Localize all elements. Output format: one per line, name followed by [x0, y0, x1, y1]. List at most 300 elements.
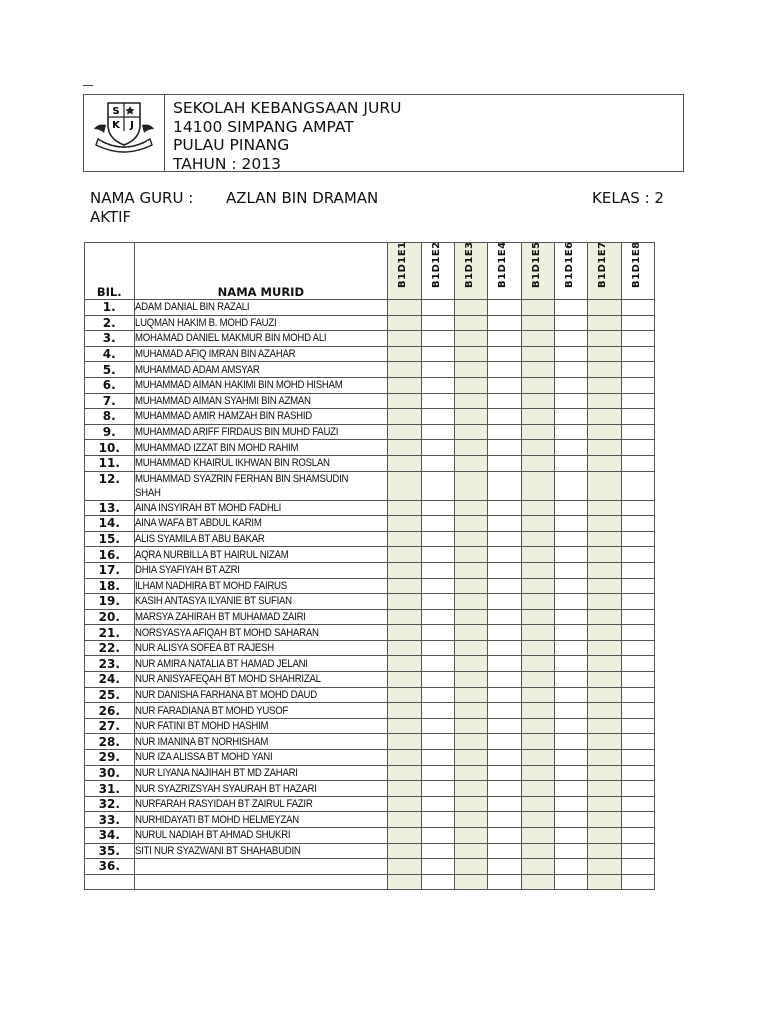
- mark-cell[interactable]: [621, 874, 654, 890]
- mark-cell[interactable]: [388, 362, 421, 378]
- mark-cell[interactable]: [554, 531, 587, 547]
- mark-cell[interactable]: [554, 300, 587, 316]
- mark-cell[interactable]: [454, 796, 487, 812]
- mark-cell[interactable]: [488, 734, 521, 750]
- mark-cell[interactable]: [488, 300, 521, 316]
- mark-cell[interactable]: [421, 781, 454, 797]
- mark-cell[interactable]: [621, 578, 654, 594]
- mark-cell[interactable]: [554, 672, 587, 688]
- mark-cell[interactable]: [621, 362, 654, 378]
- table-row: [85, 656, 655, 672]
- mark-cell[interactable]: [454, 471, 487, 500]
- mark-cell[interactable]: [554, 781, 587, 797]
- mark-cell[interactable]: [488, 531, 521, 547]
- mark-cell[interactable]: [588, 300, 621, 316]
- mark-cell[interactable]: [521, 409, 554, 425]
- mark-cell[interactable]: [454, 393, 487, 409]
- mark-cell[interactable]: [554, 393, 587, 409]
- mark-cell[interactable]: [521, 578, 554, 594]
- mark-cell[interactable]: [388, 409, 421, 425]
- mark-cell[interactable]: [588, 750, 621, 766]
- mark-cell[interactable]: [621, 828, 654, 844]
- mark-cell[interactable]: [388, 703, 421, 719]
- mark-cell[interactable]: [488, 859, 521, 875]
- mark-cell[interactable]: [421, 625, 454, 641]
- mark-cell[interactable]: [388, 594, 421, 610]
- mark-cell[interactable]: [388, 796, 421, 812]
- mark-cell[interactable]: [554, 562, 587, 578]
- mark-cell[interactable]: [421, 393, 454, 409]
- mark-cell[interactable]: [621, 500, 654, 516]
- mark-cell[interactable]: [621, 315, 654, 331]
- mark-cell[interactable]: [621, 640, 654, 656]
- mark-cell[interactable]: [621, 656, 654, 672]
- mark-cell[interactable]: [554, 331, 587, 347]
- mark-cell[interactable]: [421, 531, 454, 547]
- mark-cell[interactable]: [388, 578, 421, 594]
- mark-cell[interactable]: [388, 625, 421, 641]
- mark-cell[interactable]: [621, 687, 654, 703]
- mark-cell[interactable]: [488, 377, 521, 393]
- mark-cell[interactable]: [488, 409, 521, 425]
- mark-cell[interactable]: [388, 471, 421, 500]
- mark-cell[interactable]: [588, 625, 621, 641]
- mark-cell[interactable]: [588, 687, 621, 703]
- mark-cell[interactable]: [521, 500, 554, 516]
- mark-cell[interactable]: [488, 594, 521, 610]
- mark-cell[interactable]: [454, 765, 487, 781]
- mark-cell[interactable]: [554, 471, 587, 500]
- mark-cell[interactable]: [554, 346, 587, 362]
- mark-cell[interactable]: [454, 656, 487, 672]
- mark-cell[interactable]: [488, 578, 521, 594]
- mark-cell[interactable]: [588, 828, 621, 844]
- mark-cell[interactable]: [521, 471, 554, 500]
- mark-cell[interactable]: [421, 455, 454, 471]
- mark-cell[interactable]: [554, 409, 587, 425]
- mark-cell[interactable]: [421, 516, 454, 532]
- mark-cell[interactable]: [521, 765, 554, 781]
- mark-cell[interactable]: [521, 843, 554, 859]
- mark-cell[interactable]: [488, 781, 521, 797]
- mark-cell[interactable]: [554, 609, 587, 625]
- mark-cell[interactable]: [488, 812, 521, 828]
- mark-cell[interactable]: [454, 781, 487, 797]
- mark-cell[interactable]: [554, 656, 587, 672]
- mark-cell[interactable]: [521, 812, 554, 828]
- mark-cell[interactable]: [454, 640, 487, 656]
- mark-cell[interactable]: [488, 703, 521, 719]
- mark-cell[interactable]: [588, 640, 621, 656]
- mark-cell[interactable]: [554, 859, 587, 875]
- mark-cell[interactable]: [488, 331, 521, 347]
- mark-cell[interactable]: [621, 750, 654, 766]
- mark-cell[interactable]: [454, 687, 487, 703]
- mark-cell[interactable]: [588, 609, 621, 625]
- mark-cell[interactable]: [421, 471, 454, 500]
- mark-cell[interactable]: [621, 346, 654, 362]
- mark-cell[interactable]: [554, 424, 587, 440]
- mark-cell[interactable]: [521, 516, 554, 532]
- table-row: [85, 703, 655, 719]
- mark-cell[interactable]: [454, 594, 487, 610]
- mark-cell[interactable]: [454, 362, 487, 378]
- mark-cell[interactable]: [388, 562, 421, 578]
- mark-cell[interactable]: [388, 828, 421, 844]
- mark-cell[interactable]: [421, 672, 454, 688]
- mark-cell[interactable]: [588, 796, 621, 812]
- mark-cell[interactable]: [588, 516, 621, 532]
- mark-cell[interactable]: [388, 843, 421, 859]
- mark-cell[interactable]: [421, 578, 454, 594]
- mark-cell[interactable]: [521, 656, 554, 672]
- mark-cell[interactable]: [388, 812, 421, 828]
- mark-cell[interactable]: [388, 424, 421, 440]
- mark-cell[interactable]: [421, 547, 454, 563]
- mark-cell[interactable]: [521, 874, 554, 890]
- mark-cell[interactable]: [521, 440, 554, 456]
- mark-cell[interactable]: [588, 578, 621, 594]
- mark-cell[interactable]: [388, 455, 421, 471]
- mark-cell[interactable]: [454, 315, 487, 331]
- mark-cell[interactable]: [421, 874, 454, 890]
- mark-cell[interactable]: [588, 734, 621, 750]
- mark-cell[interactable]: [588, 562, 621, 578]
- mark-cell[interactable]: [621, 843, 654, 859]
- mark-cell[interactable]: [388, 440, 421, 456]
- mark-cell[interactable]: [421, 687, 454, 703]
- mark-cell[interactable]: [421, 562, 454, 578]
- mark-cell[interactable]: [454, 562, 487, 578]
- mark-cell[interactable]: [521, 859, 554, 875]
- mark-cell[interactable]: [588, 672, 621, 688]
- mark-cell[interactable]: [421, 718, 454, 734]
- mark-cell[interactable]: [588, 656, 621, 672]
- mark-cell[interactable]: [521, 625, 554, 641]
- mark-cell[interactable]: [488, 750, 521, 766]
- mark-cell[interactable]: [421, 346, 454, 362]
- mark-cell[interactable]: [521, 718, 554, 734]
- mark-cell[interactable]: [554, 455, 587, 471]
- mark-cell[interactable]: [588, 331, 621, 347]
- mark-cell[interactable]: [588, 315, 621, 331]
- mark-cell[interactable]: [554, 687, 587, 703]
- mark-cell[interactable]: [521, 594, 554, 610]
- mark-cell[interactable]: [588, 377, 621, 393]
- mark-cell[interactable]: [588, 500, 621, 516]
- mark-cell[interactable]: [421, 500, 454, 516]
- mark-cell[interactable]: [454, 516, 487, 532]
- mark-cell[interactable]: [554, 750, 587, 766]
- mark-cell[interactable]: [488, 796, 521, 812]
- mark-cell[interactable]: [621, 594, 654, 610]
- mark-cell[interactable]: [554, 547, 587, 563]
- mark-cell[interactable]: [454, 531, 487, 547]
- mark-cell[interactable]: [454, 843, 487, 859]
- mark-cell[interactable]: [588, 346, 621, 362]
- mark-cell[interactable]: [454, 625, 487, 641]
- mark-cell[interactable]: [454, 500, 487, 516]
- mark-cell[interactable]: [388, 393, 421, 409]
- mark-cell[interactable]: [454, 300, 487, 316]
- mark-cell[interactable]: [554, 703, 587, 719]
- mark-cell[interactable]: [421, 656, 454, 672]
- mark-cell[interactable]: [488, 362, 521, 378]
- mark-cell[interactable]: [421, 750, 454, 766]
- mark-cell[interactable]: [621, 377, 654, 393]
- mark-cell[interactable]: [454, 578, 487, 594]
- mark-cell[interactable]: [488, 393, 521, 409]
- mark-cell[interactable]: [421, 765, 454, 781]
- mark-cell[interactable]: [521, 796, 554, 812]
- mark-cell[interactable]: [454, 703, 487, 719]
- mark-cell[interactable]: [621, 455, 654, 471]
- mark-cell[interactable]: [554, 734, 587, 750]
- attendance-table: [84, 242, 655, 890]
- mark-cell[interactable]: [388, 874, 421, 890]
- mark-cell[interactable]: [588, 547, 621, 563]
- mark-cell[interactable]: [488, 765, 521, 781]
- mark-cell[interactable]: [621, 672, 654, 688]
- mark-cell[interactable]: [588, 594, 621, 610]
- mark-cell[interactable]: [521, 781, 554, 797]
- mark-cell[interactable]: [621, 718, 654, 734]
- mark-cell[interactable]: [488, 874, 521, 890]
- mark-cell[interactable]: [388, 718, 421, 734]
- mark-cell[interactable]: [421, 609, 454, 625]
- mark-cell[interactable]: [521, 547, 554, 563]
- mark-cell[interactable]: [588, 393, 621, 409]
- mark-cell[interactable]: [488, 828, 521, 844]
- mark-cell[interactable]: [454, 812, 487, 828]
- row-number: [85, 874, 135, 890]
- mark-cell[interactable]: [521, 362, 554, 378]
- mark-cell[interactable]: [621, 440, 654, 456]
- mark-cell[interactable]: [454, 734, 487, 750]
- mark-cell[interactable]: [388, 377, 421, 393]
- mark-cell[interactable]: [388, 656, 421, 672]
- mark-cell[interactable]: [488, 500, 521, 516]
- mark-cell[interactable]: [521, 300, 554, 316]
- mark-cell[interactable]: [488, 609, 521, 625]
- mark-cell[interactable]: [521, 562, 554, 578]
- mark-cell[interactable]: [588, 455, 621, 471]
- mark-cell[interactable]: [388, 500, 421, 516]
- mark-cell[interactable]: [621, 859, 654, 875]
- mark-cell[interactable]: [554, 362, 587, 378]
- mark-cell[interactable]: [554, 812, 587, 828]
- mark-cell[interactable]: [488, 562, 521, 578]
- mark-cell[interactable]: [488, 843, 521, 859]
- mark-cell[interactable]: [421, 734, 454, 750]
- mark-cell[interactable]: [621, 609, 654, 625]
- mark-cell[interactable]: [554, 594, 587, 610]
- mark-cell[interactable]: [521, 393, 554, 409]
- mark-cell[interactable]: [454, 455, 487, 471]
- mark-cell[interactable]: [554, 640, 587, 656]
- mark-cell[interactable]: [554, 874, 587, 890]
- mark-cell[interactable]: [588, 812, 621, 828]
- mark-cell[interactable]: [521, 828, 554, 844]
- mark-cell[interactable]: [621, 562, 654, 578]
- mark-cell[interactable]: [454, 609, 487, 625]
- mark-cell[interactable]: [521, 640, 554, 656]
- mark-cell[interactable]: [421, 377, 454, 393]
- mark-cell[interactable]: [488, 455, 521, 471]
- mark-cell[interactable]: [421, 843, 454, 859]
- mark-cell[interactable]: [588, 531, 621, 547]
- mark-cell[interactable]: [621, 393, 654, 409]
- mark-cell[interactable]: [421, 409, 454, 425]
- mark-cell[interactable]: [521, 672, 554, 688]
- mark-cell[interactable]: [621, 812, 654, 828]
- mark-cell[interactable]: [454, 672, 487, 688]
- mark-cell[interactable]: [421, 594, 454, 610]
- mark-cell[interactable]: [621, 300, 654, 316]
- mark-cell[interactable]: [621, 765, 654, 781]
- mark-cell[interactable]: [521, 377, 554, 393]
- mark-cell[interactable]: [588, 424, 621, 440]
- mark-cell[interactable]: [554, 440, 587, 456]
- mark-cell[interactable]: [621, 409, 654, 425]
- mark-cell[interactable]: [454, 440, 487, 456]
- mark-cell[interactable]: [388, 331, 421, 347]
- mark-cell[interactable]: [388, 516, 421, 532]
- mark-cell[interactable]: [588, 765, 621, 781]
- mark-cell[interactable]: [454, 750, 487, 766]
- mark-cell[interactable]: [388, 750, 421, 766]
- mark-cell[interactable]: [554, 718, 587, 734]
- mark-cell[interactable]: [488, 315, 521, 331]
- mark-cell[interactable]: [421, 859, 454, 875]
- mark-cell[interactable]: [621, 703, 654, 719]
- mark-cell[interactable]: [554, 377, 587, 393]
- mark-cell[interactable]: [588, 718, 621, 734]
- mark-cell[interactable]: [521, 346, 554, 362]
- mark-cell[interactable]: [521, 609, 554, 625]
- mark-cell[interactable]: [554, 765, 587, 781]
- mark-cell[interactable]: [554, 315, 587, 331]
- mark-cell[interactable]: [588, 409, 621, 425]
- mark-cell[interactable]: [488, 424, 521, 440]
- mark-cell[interactable]: [521, 750, 554, 766]
- mark-cell[interactable]: [588, 874, 621, 890]
- mark-cell[interactable]: [454, 874, 487, 890]
- mark-cell[interactable]: [488, 640, 521, 656]
- mark-cell[interactable]: [521, 331, 554, 347]
- mark-cell[interactable]: [454, 377, 487, 393]
- mark-cell[interactable]: [588, 362, 621, 378]
- mark-cell[interactable]: [388, 781, 421, 797]
- mark-cell[interactable]: [521, 455, 554, 471]
- mark-cell[interactable]: [488, 471, 521, 500]
- mark-cell[interactable]: [588, 703, 621, 719]
- mark-cell[interactable]: [388, 315, 421, 331]
- mark-cell[interactable]: [388, 734, 421, 750]
- mark-cell[interactable]: [488, 625, 521, 641]
- mark-cell[interactable]: [421, 796, 454, 812]
- mark-cell[interactable]: [621, 471, 654, 500]
- mark-cell[interactable]: [621, 781, 654, 797]
- mark-cell[interactable]: [588, 781, 621, 797]
- mark-cell[interactable]: [488, 440, 521, 456]
- mark-cell[interactable]: [421, 331, 454, 347]
- mark-cell[interactable]: [488, 672, 521, 688]
- mark-cell[interactable]: [488, 346, 521, 362]
- mark-cell[interactable]: [521, 687, 554, 703]
- mark-cell[interactable]: [554, 796, 587, 812]
- mark-cell[interactable]: [621, 516, 654, 532]
- mark-cell[interactable]: [421, 640, 454, 656]
- mark-cell[interactable]: [521, 531, 554, 547]
- mark-cell[interactable]: [521, 703, 554, 719]
- mark-cell[interactable]: [388, 859, 421, 875]
- mark-cell[interactable]: [421, 362, 454, 378]
- mark-cell[interactable]: [554, 516, 587, 532]
- mark-cell[interactable]: [554, 828, 587, 844]
- mark-cell[interactable]: [488, 516, 521, 532]
- mark-cell[interactable]: [388, 765, 421, 781]
- mark-cell[interactable]: [388, 609, 421, 625]
- mark-cell[interactable]: [621, 531, 654, 547]
- mark-cell[interactable]: [454, 718, 487, 734]
- mark-cell[interactable]: [554, 625, 587, 641]
- mark-cell[interactable]: [588, 843, 621, 859]
- mark-cell[interactable]: [454, 828, 487, 844]
- mark-cell[interactable]: [454, 346, 487, 362]
- mark-cell[interactable]: [388, 300, 421, 316]
- mark-cell[interactable]: [388, 547, 421, 563]
- mark-cell[interactable]: [521, 734, 554, 750]
- mark-cell[interactable]: [621, 796, 654, 812]
- mark-cell[interactable]: [388, 687, 421, 703]
- mark-cell[interactable]: [621, 547, 654, 563]
- mark-cell[interactable]: [388, 346, 421, 362]
- mark-cell[interactable]: [621, 424, 654, 440]
- mark-cell[interactable]: [454, 859, 487, 875]
- mark-cell[interactable]: [588, 471, 621, 500]
- mark-cell[interactable]: [488, 687, 521, 703]
- mark-cell[interactable]: [554, 500, 587, 516]
- mark-cell[interactable]: [621, 331, 654, 347]
- mark-cell[interactable]: [554, 843, 587, 859]
- mark-cell[interactable]: [488, 656, 521, 672]
- mark-cell[interactable]: [454, 547, 487, 563]
- mark-cell[interactable]: [421, 828, 454, 844]
- mark-cell[interactable]: [388, 531, 421, 547]
- mark-cell[interactable]: [521, 424, 554, 440]
- mark-cell[interactable]: [588, 859, 621, 875]
- mark-cell[interactable]: [588, 440, 621, 456]
- mark-cell[interactable]: [621, 734, 654, 750]
- mark-cell[interactable]: [554, 578, 587, 594]
- mark-cell[interactable]: [454, 331, 487, 347]
- mark-cell[interactable]: [421, 315, 454, 331]
- mark-cell[interactable]: [388, 672, 421, 688]
- mark-cell[interactable]: [421, 300, 454, 316]
- mark-cell[interactable]: [421, 424, 454, 440]
- mark-cell[interactable]: [488, 547, 521, 563]
- mark-cell[interactable]: [421, 812, 454, 828]
- mark-cell[interactable]: [454, 409, 487, 425]
- mark-cell[interactable]: [521, 315, 554, 331]
- mark-cell[interactable]: [388, 640, 421, 656]
- mark-cell[interactable]: [621, 625, 654, 641]
- mark-cell[interactable]: [454, 424, 487, 440]
- mark-cell[interactable]: [421, 440, 454, 456]
- mark-cell[interactable]: [421, 703, 454, 719]
- mark-cell[interactable]: [488, 718, 521, 734]
